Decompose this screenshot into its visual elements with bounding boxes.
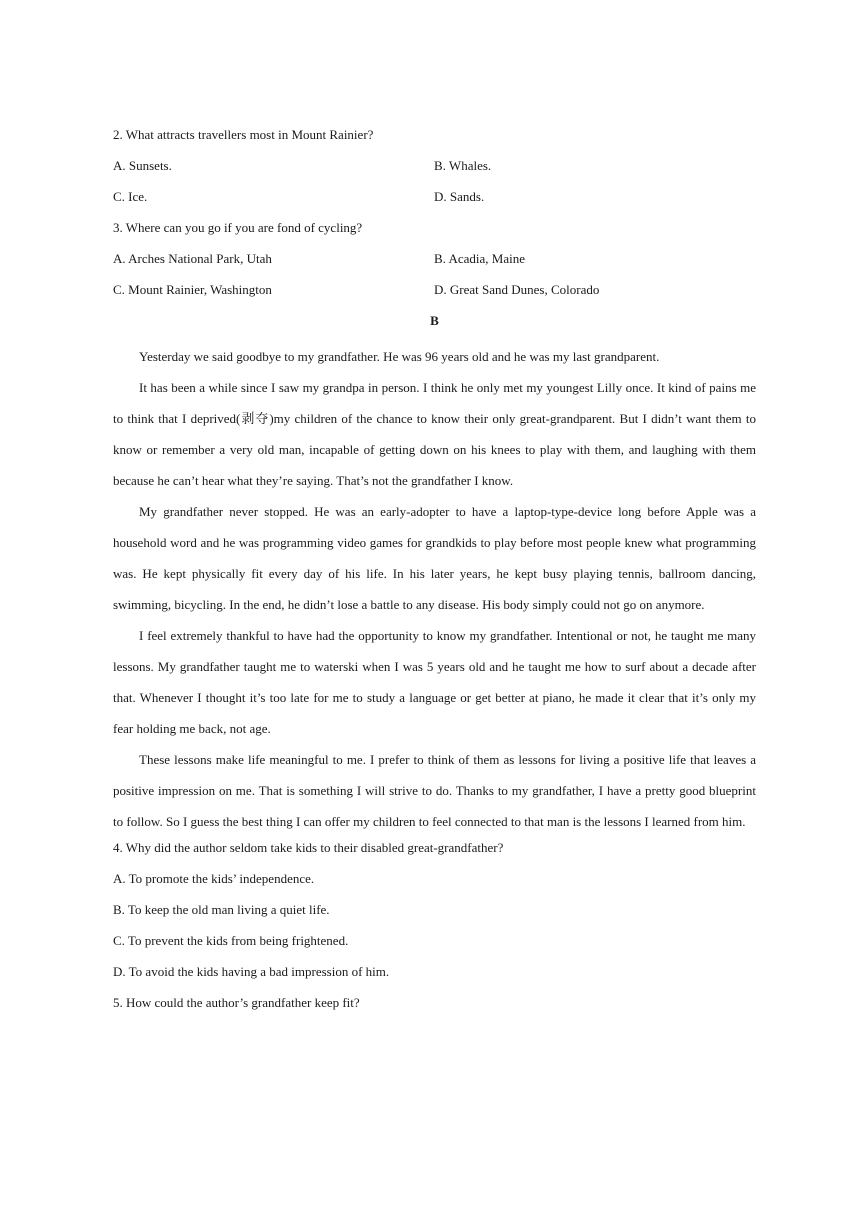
question-2-option-b: B. Whales. (434, 158, 492, 173)
question-2-options-row-2 (113, 186, 756, 217)
question-4: 4. Why did the author seldom take kids to their disabled great-grandfather? (113, 840, 504, 855)
question-3: 3. Where can you go if you are fond of cycling? (113, 220, 363, 235)
question-5: 5. How could the author’s grandfather keep fit? (113, 995, 360, 1010)
passage-paragraph-5: These lessons make life meaningful to me. I prefer to think of them as lessons for living a positive life that leaves a positive impression on me. That is something I will strive to do. Thanks to my grandfather, I have a pretty good blueprint to follow. So I guess the best thing I can offer my children to feel connected to that man is the lessons I learned from him. (113, 752, 756, 829)
passage-paragraph-2: It has been a while since I saw my grandpa in person. I think he only met my youngest Lilly once. It kind of pains me to think that I deprived(剥夺)my children of the chance to know their only great-grandparent. But I didn’t want them to know or remember a very old man, incapable of getting down on his knees to play with them, and laughing with them because he can’t hear what they’re saying. That’s not the grandfather I know. (113, 380, 756, 488)
question-2-option-a: A. Sunsets. (113, 158, 172, 173)
question-3-options-row-1 (113, 248, 756, 279)
question-2: 2. What attracts travellers most in Mount Rainier? (113, 127, 374, 142)
question-3-option-a: A. Arches National Park, Utah (113, 251, 272, 266)
question-4-option-b: B. To keep the old man living a quiet life. (113, 902, 330, 917)
question-4-option-c: C. To prevent the kids from being frightened. (113, 933, 349, 948)
document-page (113, 124, 756, 1023)
question-4-option-d: D. To avoid the kids having a bad impression of him. (113, 964, 390, 979)
question-3-option-d: D. Great Sand Dunes, Colorado (434, 282, 600, 297)
passage-paragraph-1: Yesterday we said goodbye to my grandfather. He was 96 years old and he was my last grandparent. (139, 349, 660, 364)
question-2-option-c: C. Ice. (113, 189, 148, 204)
question-4-option-a: A. To promote the kids’ independence. (113, 871, 315, 886)
passage-paragraph-4: I feel extremely thankful to have had the opportunity to know my grandfather. Intentional or not, he taught me many lessons. My grandfather taught me to waterski when I was 5 years old and he taught me how to surf about a decade after that. Whenever I thought it’s too late for me to study a language or get better at piano, he made it clear that it’s only my fear holding me back, not age. (113, 628, 756, 736)
question-3-options-row-2 (113, 279, 756, 310)
question-2-options-row-1 (113, 155, 756, 186)
question-3-option-b: B. Acadia, Maine (434, 251, 525, 266)
section-b-title: B (430, 313, 439, 328)
passage-paragraph-3: My grandfather never stopped. He was an early-adopter to have a laptop-type-device long before Apple was a household word and he was programming video games for grandkids to play before most people knew what programming was. He kept physically fit every day of his life. In his later years, he kept busy playing tennis, ballroom dancing, swimming, bicycling. In the end, he didn’t lose a battle to any disease. His body simply could not go on anymore. (113, 504, 756, 612)
question-3-option-c: C. Mount Rainier, Washington (113, 282, 272, 297)
question-2-option-d: D. Sands. (434, 189, 485, 204)
